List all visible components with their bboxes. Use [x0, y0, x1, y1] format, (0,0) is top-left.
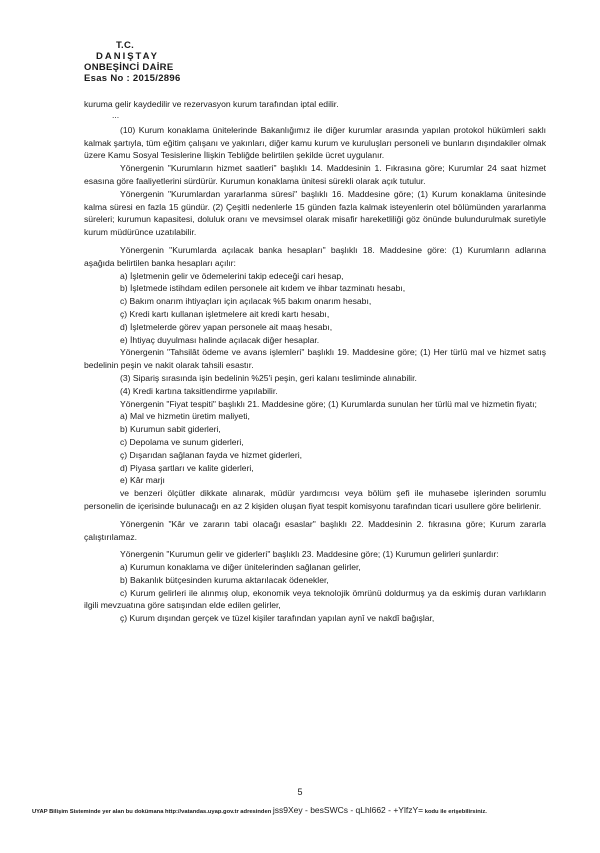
list-item: a) Kurumun konaklama ve diğer ünitelerinden sağlanan gelirler,	[120, 562, 361, 573]
list-item: c) Depolama ve sunum giderleri,	[120, 436, 244, 447]
paragraph-intro: kuruma gelir kaydedilir ve rezervasyon kurum tarafından iptal edilir.	[84, 99, 339, 109]
list-item: e) İhtiyaç duyulması halinde açılacak diğer hesaplar.	[120, 334, 320, 345]
header-tc: T.C.	[116, 40, 135, 51]
paragraph-article-21-continued: ve benzeri ölçütler dikkate alınarak, müdür yardımcısı veya bölüm şefi ile muhasebe işlerinden sorumlu personelin de içerisinde bulunacağı en az 2 kişiden oluşan fiyat tespit komisyonu tarafından ticari usullere göre belirlenir.	[84, 488, 546, 511]
header-case-no: Esas No : 2015/2896	[84, 73, 181, 84]
document-body	[84, 98, 546, 625]
paragraph-article-23: Yönergenin "Kurumun gelir ve giderleri" başlıklı 23. Maddesine göre; (1) Kurumun gelirleri şunlardır:	[120, 549, 499, 560]
paragraph-article-18: Yönergenin "Kurumlarda açılacak banka hesapları" başlıklı 18. Maddesine göre: (1) Kurumların adlarına aşağıda belirtilen banka hesapları açılır:	[84, 244, 546, 268]
footer-access-code: jss9Xey - besSWCs - qLhl662 - +YlfzY=	[272, 805, 424, 815]
article-18-list	[84, 270, 546, 347]
list-item: c) Bakım onarım ihtiyaçları için açılacak %5 bakım onarım hesabı,	[120, 296, 372, 307]
list-item: d) İşletmelerde görev yapan personele ait maaş hesabı,	[120, 321, 333, 332]
paragraph-article-22: Yönergenin "Kâr ve zararın tabi olacağı esaslar" başlıklı 22. Maddesinin 2. fıkrasına göre; Kurum zararla çalıştırılamaz.	[84, 518, 546, 542]
header-chamber: ONBEŞİNCİ DAİRE	[84, 62, 174, 73]
footer-suffix: kodu ile erişebilirsiniz.	[424, 809, 487, 815]
list-item: d) Piyasa şartları ve kalite giderleri,	[120, 462, 254, 473]
list-item: e) Kâr marjı	[120, 475, 165, 486]
list-item: ç) Kredi kartı kullanan işletmelere ait kredi kartı hesabı,	[120, 308, 330, 319]
paragraph-article-21: Yönergenin "Fiyat tespiti" başlıklı 21. Maddesine göre; (1) Kurumlarda sunulan her türlü mal ve hizmetin fiyatı;	[120, 398, 537, 409]
list-item: c) Kurum gelirleri ile alınmış olup, ekonomik veya teknolojik ömrünü doldurmuş ya da eskimiş duran varlıkların ilgili mevzuatına göre satışından elde edilen gelirler,	[84, 587, 546, 611]
list-item: a) İşletmenin gelir ve ödemelerini takip edeceği cari hesap,	[120, 270, 344, 281]
paragraph-ellipsis: ...	[112, 109, 120, 120]
list-item: ç) Dışarıdan sağlanan fayda ve hizmet giderleri,	[120, 449, 302, 460]
paragraph-article-10: (10) Kurum konaklama ünitelerinde Bakanlığımız ile diğer kurumlar arasında yapılan protokol hükümleri saklı kalmak şartıyla, tüm eğitim çalışanı ve yakınları, diğer kamu kurum ve kuruluşları personeli ve bunların dışındakiler olmak üzere Kamu Sosyal Tesislerine İlişkin Tebliğde belirtilen şekilde ücret uygulanır.	[84, 124, 546, 161]
uyap-footer	[32, 805, 572, 815]
article-19-list	[84, 372, 546, 398]
list-item: b) Kurumun sabit giderleri,	[120, 424, 221, 435]
page-number: 5	[297, 787, 303, 797]
article-23-list	[84, 561, 546, 625]
paragraph-article-14: Yönergenin "Kurumların hizmet saatleri" başlıklı 14. Maddesinin 1. Fıkrasına göre; Kurumlar 24 saat hizmet esasına göre faaliyetlerini sürdürür. Kurumun konaklama ünitesi sürekli olarak açık tutulur.	[84, 163, 546, 186]
list-item: (3) Sipariş sırasında işin bedelinin %25'i peşin, geri kalanı tesliminde alınabilir.	[120, 372, 417, 383]
document-header	[84, 40, 181, 84]
list-item: a) Mal ve hizmetin üretim maliyeti,	[120, 411, 250, 422]
list-item: b) Bakanlık bütçesinden kuruma aktarılacak ödenekler,	[120, 574, 329, 585]
footer-text: UYAP Bilişim Sisteminde yer alan bu dokümana http://vatandas.uyap.gov.tr adresinden	[32, 809, 272, 815]
list-item: ç) Kurum dışından gerçek ve tüzel kişiler tarafından yapılan aynî ve nakdî bağışlar,	[120, 613, 435, 624]
paragraph-article-19: Yönergenin "Tahsilât ödeme ve avans işlemleri" başlıklı 19. Maddesine göre; (1) Her türlü mal ve hizmet satış bedelinin peşin ve nakit olarak tahsili esastır.	[84, 347, 546, 371]
header-court: DANIŞTAY	[96, 51, 159, 62]
article-21-list	[84, 410, 546, 487]
list-item: b) İşletmede istihdam edilen personele ait kıdem ve ihbar tazminatı hesabı,	[120, 283, 406, 294]
list-item: (4) Kredi kartına taksitlendirme yapılabilir.	[120, 385, 278, 396]
paragraph-article-16: Yönergenin "Kurumlardan yararlanma süresi" başlıklı 16. Maddesine göre; (1) Kurum konaklama ünitesinde kalma süresi en fazla 15 gündür. (2) Çeşitli nedenlerle 15 günden fazla kalmak isteyenlerin otel bölümünden yararlanma süreleri; kurumun kapasitesi, doluluk oranı ve mevsimsel olarak misafir hareketliliği göz önünde bulundurulmak suretiyle kurum müdürünce uzatılabilir.	[84, 188, 546, 238]
